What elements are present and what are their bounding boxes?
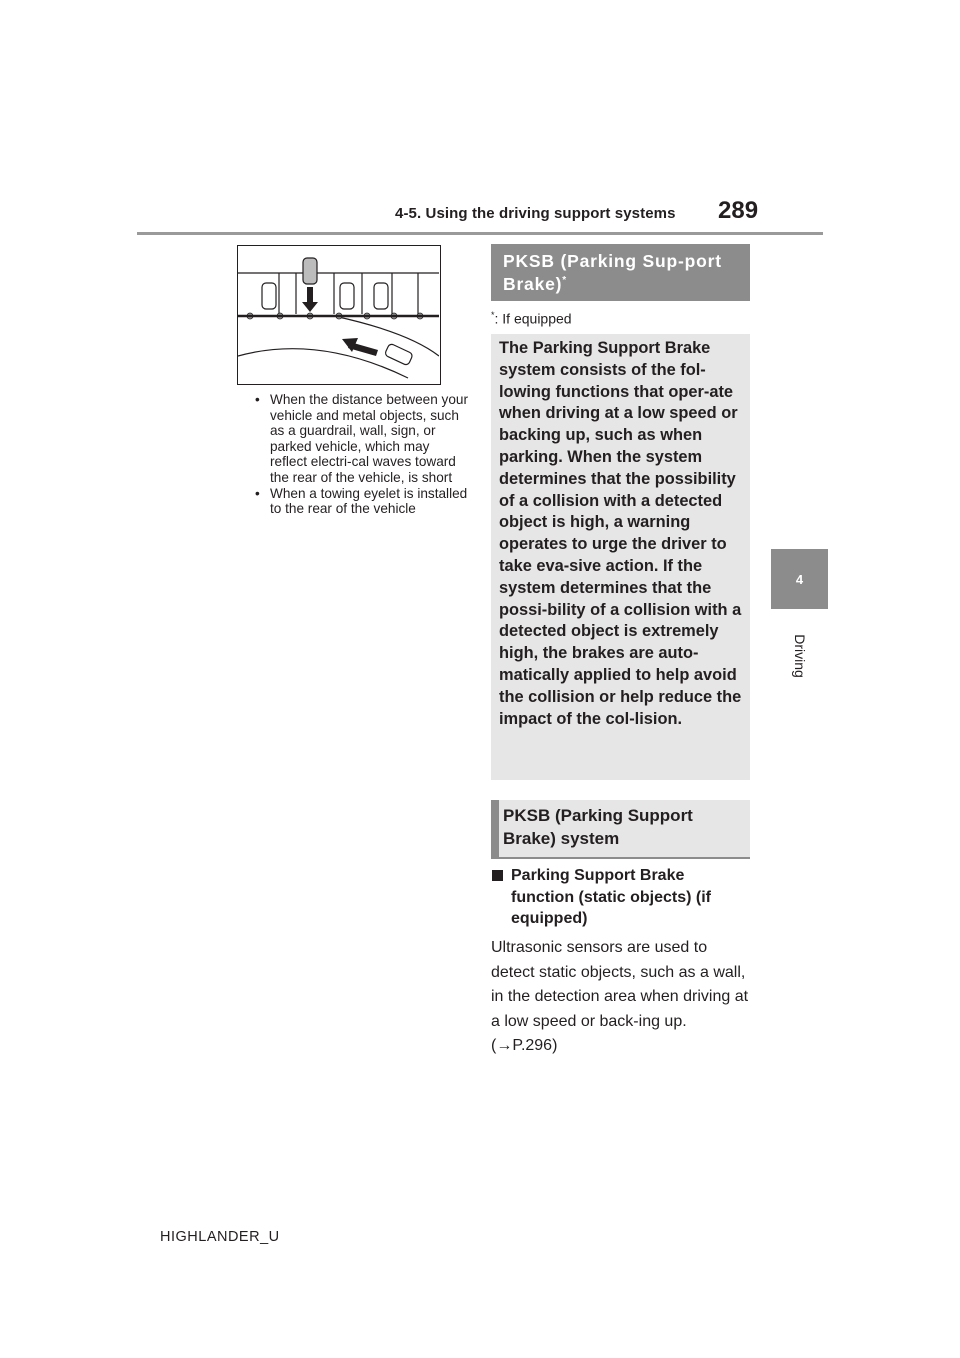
chapter-tab[interactable] xyxy=(771,549,828,609)
down-arrow-head xyxy=(302,302,318,312)
page-number: 289 xyxy=(718,197,759,224)
pksb-heading-text: PKSB (Parking Sup-port Brake) xyxy=(503,251,722,294)
footnote-marker: * xyxy=(491,310,495,320)
pksb-system-heading xyxy=(491,800,750,859)
approaching-car xyxy=(384,343,413,366)
parked-car xyxy=(262,283,276,309)
parked-car xyxy=(340,283,354,309)
chapter-label: Driving xyxy=(792,634,808,678)
footnote xyxy=(491,310,572,327)
condition-bullet-list xyxy=(255,392,470,517)
footnote-text: : If equipped xyxy=(494,310,572,327)
pksb-intro-box xyxy=(491,334,750,780)
section-header-title: 4-5. Using the driving support systems xyxy=(395,205,676,222)
parked-car xyxy=(374,283,388,309)
pksb-intro-text: The Parking Support Brake system consists of the fol-lowing functions that oper-ate when driving at a low speed or backing up, such as when parking. When the system determines that the possibility of a collision with a detected object is high, a warning operates to urge the driver to take eva-sive action. If the system determines that the possi-bility of a collision with a detected object is extremely high, the brakes are auto-matically applied to help avoid the collision or help reduce the impact of the col-lision. xyxy=(499,339,742,728)
header-rule xyxy=(137,232,823,235)
list-item: • When a towing eyelet is installed to the rear of the vehicle xyxy=(255,486,470,517)
function-subheading xyxy=(491,865,750,930)
parking-lot-drawing xyxy=(238,246,439,383)
reversing-car xyxy=(303,258,317,284)
pksb-section-heading xyxy=(491,244,750,301)
chapter-number: 4 xyxy=(795,571,804,587)
function-body-text xyxy=(491,936,750,1059)
footer-model-name: HIGHLANDER_U xyxy=(160,1229,280,1245)
system-heading-text: PKSB (Parking Support Brake) system xyxy=(503,806,693,848)
square-bullet-icon xyxy=(492,870,503,881)
list-item: • When the distance between your vehicle and metal objects, such as a guardrail, wall, sign, or parked vehicle, which may reflect electri-cal waves toward the rear of the vehicle, is short xyxy=(255,392,470,486)
subheading-text: Parking Support Brake function (static objects) (if equipped) xyxy=(511,867,711,927)
parking-lot-illustration xyxy=(237,245,441,385)
down-arrow-shaft xyxy=(307,287,313,303)
pksb-heading-asterisk: * xyxy=(562,275,567,287)
body-paragraph: Ultrasonic sensors are used to detect static objects, such as a wall, in the detection area when driving at a low speed or back-ing up. (→P.296) xyxy=(491,939,749,1054)
road-curve-lower xyxy=(238,349,408,378)
